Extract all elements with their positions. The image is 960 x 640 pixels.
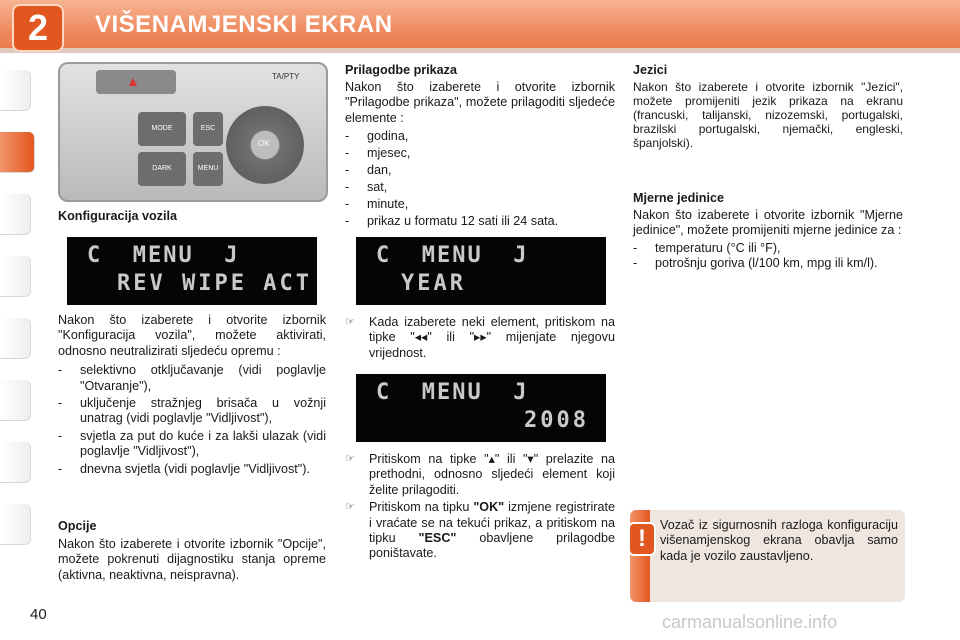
- languages-paragraph: Nakon što izaberete i otvorite izbornik "Jezici", možete promijeniti jezik prikaza na ekranu (francuski, talijanski, nizozemski, portugalski, brazilski portugalski, njemački, engleski, španjolski).: [633, 80, 903, 150]
- list-item: - sat,: [345, 179, 615, 196]
- config-paragraph: [58, 313, 326, 477]
- hazard-button: [96, 70, 176, 94]
- chapter-tab[interactable]: [0, 442, 31, 483]
- bullet-text: obavljene prilagodbe poništavate.: [369, 531, 615, 561]
- dark-button: DARK: [138, 152, 186, 186]
- heading-options: Opcije: [58, 519, 97, 533]
- heading-languages: Jezici: [633, 63, 668, 77]
- chapter-tabs: [0, 70, 36, 580]
- esc-button: ESC: [193, 112, 223, 146]
- list-item: - dnevna svjetla (vidi poglavlje "Vidljivost").: [58, 462, 326, 477]
- units-paragraph: [633, 208, 903, 272]
- lcd-menu-line: C MENU J: [376, 243, 529, 268]
- lcd-screen-year: [356, 237, 606, 305]
- list-item: - uključenje stražnjeg brisača u vožnji unatrag (vidi poglavlje "Vidljivost"),: [58, 396, 326, 427]
- bullet-change-value: [345, 315, 615, 363]
- bullet-text: Pritiskom na tipku: [369, 500, 474, 515]
- ok-key-label: "OK": [473, 500, 505, 515]
- chapter-badge: 2: [14, 6, 62, 50]
- heading-vehicle-config: Konfiguracija vozila: [58, 209, 177, 223]
- heading-units: Mjerne jedinice: [633, 191, 724, 205]
- display-settings-paragraph: [345, 80, 615, 230]
- display-settings-list: [345, 128, 615, 230]
- bullet-text: Kada izaberete neki element, pritiskom na tipke "◂◂" ili "▸▸" mijenjate njegovu vrijednost.: [369, 315, 615, 360]
- chapter-tab[interactable]: [0, 194, 31, 235]
- display-settings-intro: Nakon što izaberete i otvorite izbornik "Prilagodbe prikaza", možete prilagoditi sljedeće elemente :: [345, 80, 615, 125]
- config-list: [58, 363, 326, 477]
- chapter-tab[interactable]: [0, 70, 31, 111]
- esc-key-label: "ESC": [418, 531, 457, 546]
- lcd-value-line: YEAR: [401, 271, 466, 296]
- warning-text: Vozač iz sigurnosnih razloga konfiguraciju višenamjenskog ekrana obavlja samo kada je vozilo zaustavljeno.: [660, 518, 898, 563]
- list-item: - dan,: [345, 162, 615, 179]
- menu-button: MENU: [193, 152, 223, 186]
- lcd-screen-2008: [356, 374, 606, 442]
- bullet-text: izmjene registrirate i vraćate se na tekući prikaz, a pritiskom na tipku: [369, 500, 615, 546]
- lcd-menu-line: C MENU J: [87, 243, 240, 268]
- page-number: 40: [30, 606, 47, 623]
- lcd-value-line: REV WIPE ACT: [117, 271, 312, 296]
- list-item: [345, 452, 615, 498]
- heading-display-settings: Prilagodbe prikaza: [345, 63, 457, 77]
- list-item: - svjetla za put do kuće i za lakši ulazak (vidi poglavlje "Vidljivost"),: [58, 429, 326, 460]
- options-paragraph: Nakon što izaberete i otvorite izbornik "Opcije", možete pokrenuti dijagnostiku stanja opreme (aktivna, neaktivna, neispravna).: [58, 537, 326, 582]
- mode-button: MODE: [138, 112, 186, 146]
- header-shadow: [0, 48, 960, 53]
- ta-pty-label: TA/PTY: [272, 72, 300, 81]
- chapter-tab[interactable]: [0, 256, 31, 297]
- control-panel-image: [58, 62, 328, 202]
- chapter-tab[interactable]: [0, 504, 31, 545]
- list-item: - prikaz u formatu 12 sati ili 24 sata.: [345, 213, 615, 230]
- list-item: [345, 315, 615, 361]
- exclamation-icon: !: [630, 524, 654, 554]
- pointer-icon: ☞: [345, 501, 355, 514]
- watermark: carmanualsonline.info: [662, 612, 838, 632]
- units-list: [633, 241, 903, 272]
- list-item: - temperaturu (°C ili °F),: [633, 241, 903, 256]
- list-item: - minute,: [345, 196, 615, 213]
- chapter-tab[interactable]: [0, 380, 31, 421]
- pointer-icon: ☞: [345, 316, 355, 328]
- warning-box: [630, 510, 905, 602]
- ok-label: OK: [258, 139, 270, 148]
- list-item: - godina,: [345, 128, 615, 145]
- bullet-text: Pritiskom na tipke "▴" ili "▾" prelazite na prethodni, odnosno sljedeći element koji želite prilagoditi.: [369, 452, 615, 497]
- config-intro: Nakon što izaberete i otvorite izbornik "Konfiguracija vozila", možete aktivirati, odnosno neutralizirati sljedeću opremu :: [58, 313, 326, 358]
- page-title: VIŠENAMJENSKI EKRAN: [95, 11, 393, 38]
- navigation-dial: [226, 106, 304, 184]
- pointer-icon: ☞: [345, 453, 355, 465]
- lcd-screen-config: [67, 237, 317, 305]
- units-intro: Nakon što izaberete i otvorite izbornik "Mjerne jedinice", možete promijeniti mjerne jedinice za :: [633, 208, 903, 238]
- chapter-tab-active[interactable]: [0, 132, 35, 173]
- lcd-value-line: 2008: [524, 408, 589, 433]
- lcd-menu-line: C MENU J: [376, 380, 529, 405]
- chapter-tab[interactable]: [0, 318, 31, 359]
- list-item: - mjesec,: [345, 145, 615, 162]
- hazard-icon: ▲: [126, 73, 140, 89]
- list-item: [345, 500, 615, 562]
- bullets-navigation: [345, 452, 615, 564]
- list-item: - potrošnju goriva (l/100 km, mpg ili km/l).: [633, 256, 903, 271]
- list-item: - selektivno otključavanje (vidi poglavlje "Otvaranje"),: [58, 363, 326, 394]
